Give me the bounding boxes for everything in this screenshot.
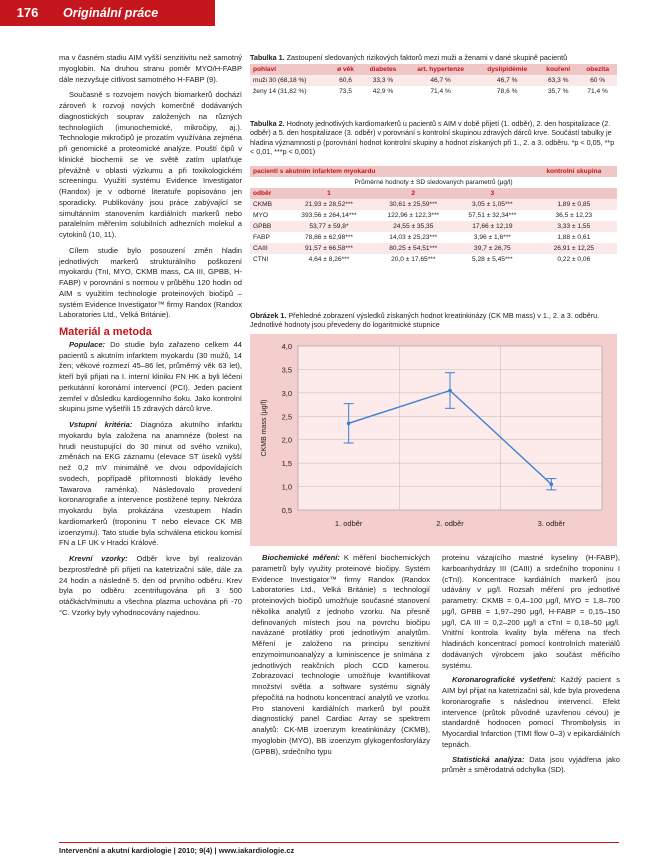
x-tick-label: 2. odběr	[436, 519, 464, 528]
paragraph: ma v časném stadiu AIM vyšší senzitivitu než samotný myoglobin. Na druhou stranu poměr MYO/H-FABP dále nezvyšuje citlivost samotného H-FABP (9).	[59, 53, 242, 84]
table-2-cell: 26,91 ± 12,25	[531, 243, 617, 254]
table-2-cell: 3,33 ± 1,55	[531, 221, 617, 232]
table-row	[250, 232, 617, 243]
table-2-cell: MYO	[250, 210, 286, 221]
left-column	[59, 53, 242, 624]
table-1-cell: 35,7 %	[538, 86, 578, 97]
table-2-cell: 80,25 ± 54,51***	[372, 243, 454, 254]
footer-rule	[59, 842, 619, 843]
figure-1-caption: Obrázek 1. Přehledné zobrazení výsledků získaných hodnot kreatinkinázy (CK MB mass) v 1., 2. a 3. odběru. Jednotlivé hodnoty jsou převedeny do logaritmické stupnice	[250, 311, 600, 330]
page-number: 176	[0, 0, 55, 26]
table-1	[250, 53, 617, 97]
journal-url-link[interactable]: www.iakardiologie.cz	[218, 846, 295, 855]
table-2-cell: 3,96 ± 1,6***	[454, 232, 530, 243]
table-1-cell: 33,3 %	[361, 75, 405, 86]
middle-column	[252, 553, 430, 761]
table-2-cell: 1,89 ± 0,85	[531, 199, 617, 210]
table-2-cell: CAIII	[250, 243, 286, 254]
paragraph-text: Do studie bylo zařazeno celkem 44 pacientů s akutním infarktem myokardu (30 mužů, 14 žen; věkové rozmezí 45–86 let, průměrný věk 63 let), kteří byli přijati na I. interní kliniku FN HK a byli léčeni perkutánní koronární intervencí (PCI). Jeden pacient zemřel v důsledku kardiogenního šoku. Jako kontrolní skupinu jsme vyšetřili 15 zdravých dárců krve.	[59, 339, 242, 414]
x-tick-label: 3. odběr	[537, 519, 566, 528]
table-1-header: ø věk	[330, 64, 361, 75]
table-2-cell: 24,55 ± 35,35	[372, 221, 454, 232]
paragraph: proteinu vázajícího mastné kyseliny (H-FABP), karboanhydrázy III (CAIII) a srdečního troponinu I (cTnI). Koncentrace kardiálních markerů jsou udávány v μg/l. Rozsah měření pro jednotlivé parametry: CKMB = 0,4–100 μg/l, MYO = 1,8–700 μg/l, GPBB = 1,97–290 μg/l, H-FABP = 0,15–150 μg/l, CA III = 0,2–200 μg/l a cTnI = 0,18–50 μg/l. Vnitřní kontrola kvality byla měřena na třech hladinách koncentrací pomocí kontrolních materiálů dodávaných výrobcem jako součást měřicího systému.	[442, 553, 620, 670]
table-1-cell: 60 %	[578, 75, 617, 86]
table-2-cell: 39,7 ± 26,75	[454, 243, 530, 254]
table-2-cell: 122,96 ± 122,3***	[372, 210, 454, 221]
table-2-cell: 21,93 ± 28,52***	[286, 199, 373, 210]
table-1-header: pohlaví	[250, 64, 330, 75]
table-1-header: diabetes	[361, 64, 405, 75]
table-1-header: art. hypertenze	[405, 64, 476, 75]
table-2-cell: 30,61 ± 25,59***	[372, 199, 454, 210]
journal-issue: 2010; 9(4)	[177, 846, 213, 855]
x-tick-label: 1. odběr	[334, 519, 363, 528]
table-2-cell: 36,5 ± 12,23	[531, 210, 617, 221]
table-1-cell: 46,7 %	[405, 75, 476, 86]
y-tick-label: 1,5	[281, 459, 292, 469]
paragraph-text: K měření biochemických parametrů byly využity proteinové biočipy. Systém Evidence Investigator™ firmy Randox (Randox Laboratories Ltd., Velká Británie) s technologií proteinových biočipů umožňuje současné stanovení několika analytů z jednoho vzorku. Na přesně definovaných místech jsou na povrchu biočipu navázané protilátky proti jednotlivým analytům. Měření je založeno na principu senzitivní enzymoimunoanalýzy a luminiscence je snímána z jednotlivých reakčních ploch CCD kamerou. Zobrazovací technologie umožňuje kvantifikovat množství světla a software systému signály přepočítá na hodnotu koncentrací analytů ve vzorku. Pro stanovení kardiálních markerů byl použit diagnostický panel Cardiac Array se spektrem analytů: CK-MB izoenzym kreatinkinázy (CKMB), myoglobin (MYO), BB izoenzym glykogenfosforylázy (GPBB), srdečního typu	[252, 553, 431, 756]
table-1-cell: muži 30 (68,18 %)	[250, 75, 330, 86]
subheading: Statistická analýza:	[452, 754, 525, 764]
table-2-cell: CKMB	[250, 199, 286, 210]
table-2-cell: 57,51 ± 32,34***	[454, 210, 530, 221]
paragraph-coronary	[442, 675, 620, 750]
table-2-cell: 53,77 ± 59,8*	[286, 221, 373, 232]
paragraph-text: Diagnóza akutního infarktu myokardu byla založena na anamnéze (bolest na hrudi neustupující do 30 minut od svého vzniku), změnách na EKG záznamu (elevace ST úseků vyšší než 0,2 mV minimálně ve dvou odpovídajících svodech, popřípadě přítomnosti blokády levého Tawarova raménka). Následovalo provedení koronarografie a intervence postižené tepny. Nekróza myokardu byla prokázána vzestupem hladin kardiomarkerů (troponinu T nebo elevace CK MB izoenzymu). Tato studie byla schválena etickou komisí FN a LF UK v Hradci Králové.	[59, 420, 242, 548]
table-1-cell: 73,5	[330, 86, 361, 97]
table-1-header: dyslipidémie	[476, 64, 538, 75]
y-tick-label: 2,5	[281, 412, 292, 422]
table-2-cell: 0,22 ± 0,06	[531, 254, 617, 265]
table-2-col-3: 3	[454, 188, 530, 199]
subheading: Biochemické měření:	[262, 553, 340, 562]
table-2-head-patients: pacienti s akutním infarktem myokardu	[250, 166, 531, 177]
table-1-cell: 71,4 %	[578, 86, 617, 97]
y-tick-label: 3,0	[281, 388, 292, 398]
data-point	[448, 389, 452, 393]
table-2-cell: 393,56 ± 264,14***	[286, 210, 373, 221]
table-2-cell: 20,0 ± 17,65***	[372, 254, 454, 265]
table-1-header: obezita	[578, 64, 617, 75]
table-2-cell: 78,86 ± 62,98***	[286, 232, 373, 243]
table-1-cell: 63,3 %	[538, 75, 578, 86]
table-1-cell: 46,7 %	[476, 75, 538, 86]
table-2-cell: CTNI	[250, 254, 286, 265]
paragraph: Cílem studie bylo posouzení změn hladin jednotlivých markerů strukturálního poškození myokardu (TnI, MYO, CKMB mass, CA III, GPBB, H-FABP) v porovnání s normou v průběhu 120 hodin od AIM s využitím technologie proteinových biočipů – systém Evidence Investigator™ firmy Randox (Randox Laboratories Ltd., Velká Británie).	[59, 245, 242, 320]
y-tick-label: 3,5	[281, 365, 292, 375]
table-1-cell: 78,6 %	[476, 86, 538, 97]
table-2-col-2: 2	[372, 188, 454, 199]
figure-1-chart	[250, 334, 617, 546]
table-1-cell: 71,4 %	[405, 86, 476, 97]
table-1-cell: 60,6	[330, 75, 361, 86]
paragraph-text: Odběr krve byl realizován bezprostředně při přijetí na katetrizační sále, dále za 24 hodin a následně 5. den od prvního odběru. Krev byla po odběru zcentrifugována při 3 500 otáčkách/minutu a všechna plazma uchována při -70 °C. Vzorky byly vyhodnocovány najednou.	[59, 554, 243, 617]
table-row	[250, 210, 617, 221]
table-2-cell: FABP	[250, 232, 286, 243]
table-2-cell: GPBB	[250, 221, 286, 232]
data-point	[550, 482, 554, 486]
paragraph: Současně s rozvojem nových biomarkerů dochází zároveň k rozvoji nových komerčně dodávaných diagnostických souprav založených na různých technologiích (imunochemické, mikročipy, aj.). Technologie mikročipů je prozatím využívána zejména při genomické a proteomické analýze. Pouští čipů v klinické biochemii se ve světě zatím uplatňuje převážně v oblasti výzkumu a při toxikologickém screeningu. Využití systému Evidence Investigator (Randox) je v odborné literatuře popisováno jen sporadicky. Publikovány jsou práce zabývající se simultánním stanovením kardiálních markerů nebo paralelním měřením solubilních adhezních molekul a cytokinů (10, 11).	[59, 90, 242, 239]
paragraph-criteria	[59, 420, 242, 549]
table-2-cell: 3,05 ± 1,05***	[454, 199, 530, 210]
table-2-cell: 91,57 ± 66,58***	[286, 243, 373, 254]
paragraph-text: Data jsou vyjádřena jako průměr ± směrodatná odchylka (SD).	[442, 754, 620, 775]
y-axis-label: CKMB mass (μg/l)	[261, 399, 268, 457]
table-1-caption: Tabulka 1. Zastoupení sledovaných rizikových faktorů mezi muži a ženami v dané skupině pacientů	[250, 53, 568, 62]
table-2-cell: 1,88 ± 0,61	[531, 232, 617, 243]
section-heading: Materiál a metoda	[59, 326, 152, 338]
page-header	[0, 0, 650, 26]
ckmb-line-chart	[250, 334, 617, 546]
table-2	[250, 166, 617, 265]
data-point	[347, 422, 351, 426]
subheading: Vstupní kritéria:	[69, 420, 133, 429]
section-title: Originální práce	[55, 0, 215, 26]
subheading: Koronarografické vyšetření:	[452, 675, 556, 685]
table-1-header: kouření	[538, 64, 578, 75]
table-2-cell: 5,28 ± 5,45***	[454, 254, 530, 265]
plot-area	[298, 346, 602, 510]
paragraph-biochem	[252, 553, 430, 757]
table-2-head-control: kontrolní skupina	[531, 166, 617, 177]
table-2-col-1: 1	[286, 188, 373, 199]
right-column	[442, 553, 620, 780]
table-2-grid	[250, 166, 617, 265]
y-tick-label: 4,0	[281, 342, 292, 351]
table-2-odber-label: odběr	[250, 188, 286, 199]
journal-name: Intervenční a akutní kardiologie	[59, 846, 172, 855]
paragraph-stats	[442, 755, 620, 777]
table-1-cell: 42,9 %	[361, 86, 405, 97]
subheading: Populace:	[69, 339, 106, 349]
table-row	[250, 199, 617, 210]
y-tick-label: 0,5	[281, 506, 292, 515]
table-row	[250, 221, 617, 232]
subheading: Krevní vzorky:	[69, 554, 128, 563]
paragraph-samples	[59, 554, 242, 619]
table-1-cell: ženy 14 (31,82 %)	[250, 86, 330, 97]
table-2-caption: Tabulka 2. Hodnoty jednotlivých kardiomarkerů u pacientů s AIM v době přijetí (1. odběr), 2. den hospitalizace (2. odběr) a 5. den hospitalizace (3. odběr) v porovnání s kontrolní skupinou zdravých dárců krve. Součástí tabulky je hladina významnosti p (porovnání hodnot kontrolní skupiny a hodnot získaných při 1., 2. a 3. odběru. *p < 0,05, **p < 0,01, ***p < 0,001)	[250, 119, 615, 157]
paragraph-population	[59, 340, 242, 415]
paragraph-text: Každý pacient s AIM byl přijat na katetrizační sál, kde byla provedena koronarografie s následnou intervencí. Efekt intervence (průtok původně uzavřenou cévou) je standardně hodnocen pomocí Thrombolysis in Myocardial Infarction (TIMI flow 0–3) v epikardiálních tepnách.	[442, 675, 620, 749]
table-2-subhead: Průměrné hodnoty ± SD sledovaných parametrů (μg/l)	[250, 177, 617, 188]
table-row	[250, 243, 617, 254]
table-2-cell: 4,64 ± 8,26***	[286, 254, 373, 265]
y-tick-label: 2,0	[281, 435, 292, 445]
table-row	[250, 254, 617, 265]
table-1-grid	[250, 64, 617, 97]
y-tick-label: 1,0	[281, 482, 292, 492]
page-footer: Intervenční a akutní kardiologie | 2010; 9(4) | www.iakardiologie.cz	[59, 846, 295, 855]
table-2-cell: 17,66 ± 12,19	[454, 221, 530, 232]
table-2-cell: 14,03 ± 25,23***	[372, 232, 454, 243]
